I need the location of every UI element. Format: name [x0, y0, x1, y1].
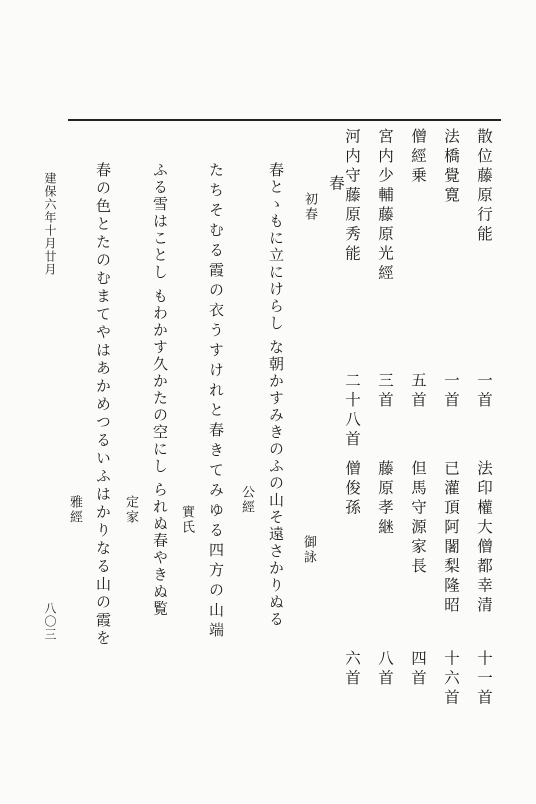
author-name2-3: 但馬守源家長	[409, 460, 427, 577]
author-count2-1: 十一首	[475, 650, 493, 709]
author-count2-5: 六首	[343, 650, 361, 689]
author-name2-5: 僧俊孫	[343, 460, 361, 519]
poem-text-4: 春の色とたのむまてやはあかめつるいふはかりなる山の霞を	[94, 162, 112, 648]
author-count-5: 二十八首	[343, 372, 361, 450]
author-name-5: 河内守藤原秀能	[343, 128, 361, 265]
author-name2-2: 已灌頂阿闍梨隆昭	[442, 460, 460, 616]
author-name2-1: 法印權大僧都幸清	[475, 460, 493, 616]
poem-author-5: 雅經	[67, 495, 82, 525]
author-count-3: 五首	[409, 372, 427, 411]
author-count-2: 一首	[442, 372, 460, 411]
poem-text-1: 春とゝもに立にけらし な朝かすみきのふの山そ遠さかりぬる	[267, 162, 285, 628]
author-name-3: 僧經乗	[409, 128, 427, 187]
author-count2-2: 十六首	[442, 650, 460, 709]
date-note: 建保六年十月廿月	[43, 172, 57, 276]
author-count2-3: 四首	[409, 650, 427, 689]
poem-author-4: 定家	[123, 495, 138, 525]
author-name-2: 法橋覺寛	[442, 128, 460, 206]
poem-text-2: たちそむる霞の衣うすけれと春きてみゆる四方の山端	[207, 162, 225, 642]
author-name2-4: 藤原孝継	[376, 460, 394, 538]
page-number: 八〇三	[43, 602, 57, 641]
topic-heading: 初春	[302, 192, 317, 222]
poem-author-1: 御詠	[301, 535, 316, 565]
top-rule	[68, 119, 501, 121]
author-count2-4: 八首	[376, 650, 394, 689]
author-name-4: 宮内少輔藤原光經	[376, 128, 394, 284]
author-count-4: 三首	[376, 372, 394, 411]
poem-author-3: 實氏	[179, 505, 194, 535]
author-count-1: 一首	[475, 372, 493, 411]
poem-text-3: ふる雪はことし もわかす久かたの空にし られぬ春やきぬ覧	[151, 162, 169, 618]
author-name-1: 散位藤原行能	[475, 128, 493, 245]
poem-author-2: 公經	[239, 485, 254, 515]
season-heading: 春	[327, 175, 345, 195]
